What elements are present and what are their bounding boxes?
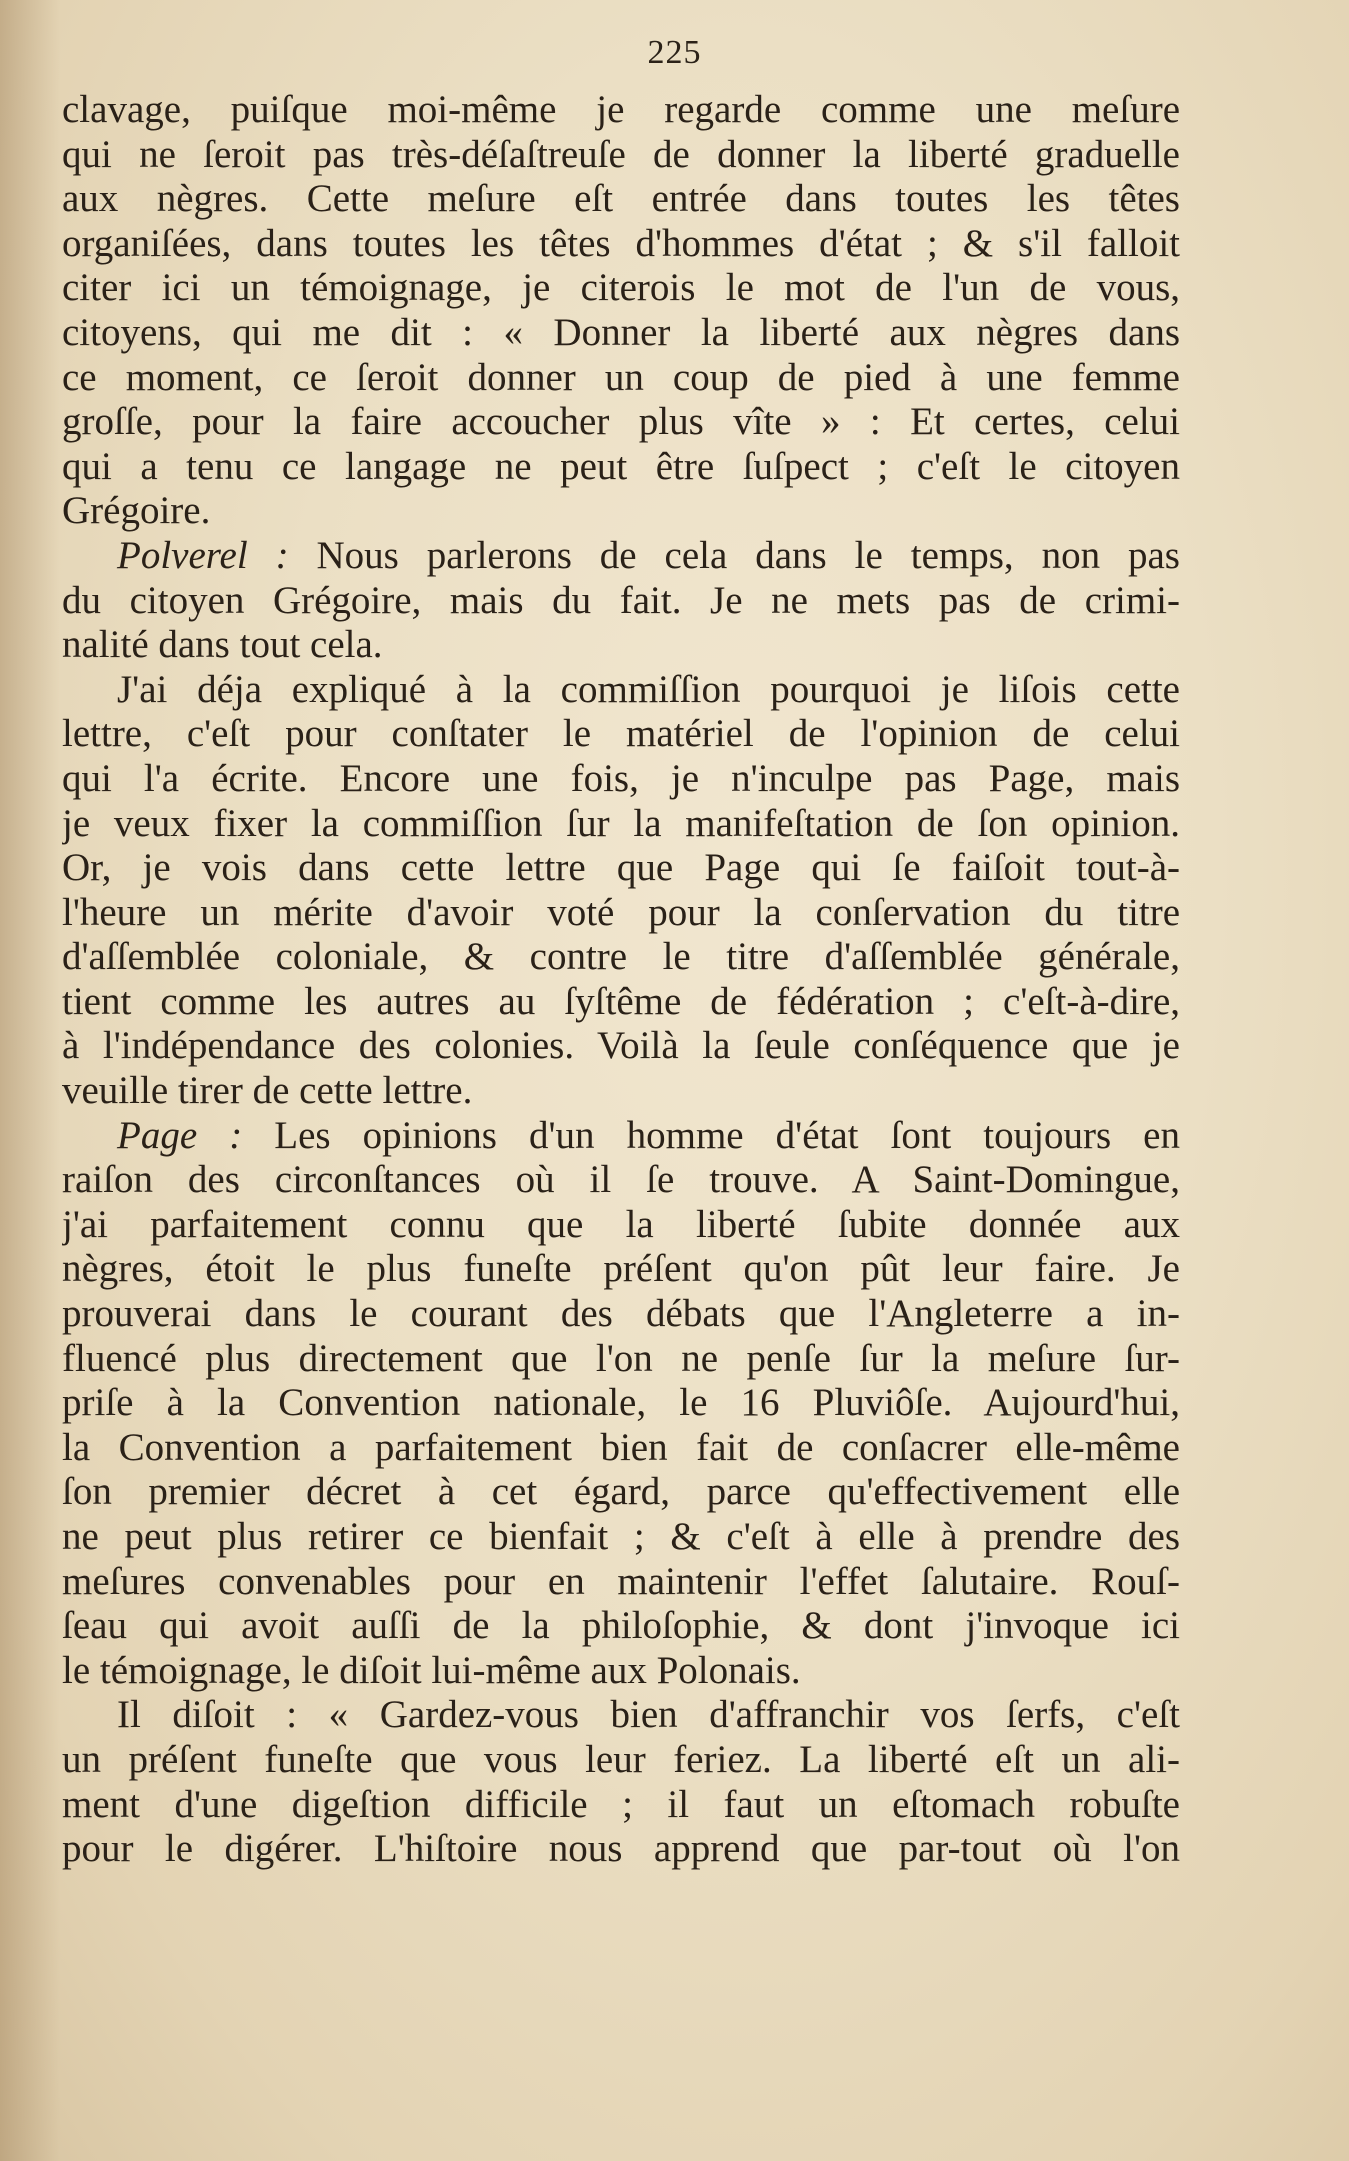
- text-line: [62, 623, 1180, 668]
- line-text: citoyens, qui me dit : « Donner la liberté aux nègres dans: [62, 310, 1180, 354]
- line-text: tient comme les autres au ſyſtême de fédération ; c'eſt-à-dire,: [62, 979, 1180, 1023]
- line-text: aux nègres. Cette meſure eſt entrée dans toutes les têtes: [62, 177, 1180, 221]
- text-line: [62, 846, 1180, 891]
- line-text: veuille tirer de cette lettre.: [62, 1069, 473, 1113]
- line-text: J'ai déja expliqué à la commiſſion pourquoi je liſois cette: [117, 667, 1180, 711]
- line-text: fluencé plus directement que l'on ne penſe ſur la meſure ſur-: [62, 1336, 1180, 1380]
- text-line: [62, 445, 1180, 490]
- text-line: [62, 1247, 1180, 1292]
- line-text: Les opinions d'un homme d'état ſont toujours en: [242, 1113, 1180, 1157]
- line-text: clavage, puiſque moi-même je regarde comme une meſure: [62, 88, 1180, 131]
- line-text: citer ici un témoignage, je citerois le mot de l'un de vous,: [62, 266, 1180, 310]
- line-text: un préſent funeſte que vous leur feriez. La liberté eſt un ali-: [62, 1737, 1180, 1781]
- text-line: [62, 1560, 1180, 1605]
- text-line: [62, 177, 1180, 222]
- line-text: qui a tenu ce langage ne peut être ſuſpect ; c'eſt le citoyen: [62, 444, 1180, 488]
- line-text: meſures convenables pour en maintenir l'effet ſalutaire. Rouſ-: [62, 1559, 1180, 1603]
- line-text: ce moment, ce ſeroit donner un coup de pied à une femme: [62, 355, 1180, 399]
- text-line: [62, 311, 1180, 356]
- text-line: [62, 668, 1180, 713]
- line-text: lettre, c'eſt pour conſtater le matériel de l'opinion de celui: [62, 712, 1180, 756]
- text-line: [62, 1426, 1180, 1471]
- line-text: nègres, étoit le plus funeſte préſent qu'on pût leur faire. Je: [62, 1247, 1180, 1291]
- speaker-name: Page :: [117, 1113, 243, 1157]
- text-line: [62, 1114, 1180, 1159]
- line-text: du citoyen Grégoire, mais du fait. Je ne mets pas de crimi-: [62, 578, 1180, 622]
- text-line: [62, 1024, 1180, 1069]
- line-text: Grégoire.: [62, 489, 211, 533]
- line-text: pour le digérer. L'hiſtoire nous apprend que par-tout où l'on: [62, 1827, 1180, 1871]
- line-text: qui l'a écrite. Encore une fois, je n'inculpe pas Page, mais: [62, 756, 1180, 800]
- body-text: [62, 88, 1180, 1872]
- text-line: [62, 757, 1180, 802]
- text-line: [62, 534, 1180, 579]
- text-line: [62, 891, 1180, 936]
- line-text: l'heure un mérite d'avoir voté pour la conſervation du titre: [62, 890, 1180, 934]
- text-line: [62, 802, 1180, 847]
- line-text: d'aſſemblée coloniale, & contre le titre d'aſſemblée générale,: [62, 935, 1180, 979]
- text-line: [62, 1738, 1180, 1783]
- text-line: [62, 980, 1180, 1025]
- text-line: [62, 1470, 1180, 1515]
- text-line: [62, 356, 1180, 401]
- line-text: la Convention a parfaitement bien fait de conſacrer elle-même: [62, 1425, 1180, 1469]
- line-text: Nous parlerons de cela dans le temps, non pas: [288, 533, 1180, 577]
- line-text: ſeau qui avoit auſſi de la philoſophie, & dont j'invoque ici: [62, 1604, 1180, 1648]
- text-line: [62, 400, 1180, 445]
- line-text: le témoignage, le diſoit lui-même aux Polonais.: [62, 1648, 801, 1692]
- text-line: [62, 712, 1180, 757]
- text-line: [62, 222, 1180, 267]
- text-line: [62, 1381, 1180, 1426]
- text-line: [62, 1337, 1180, 1382]
- text-line: [62, 88, 1180, 133]
- line-text: groſſe, pour la faire accoucher plus vîte » : Et certes, celui: [62, 400, 1180, 444]
- line-text: organiſées, dans toutes les têtes d'hommes d'état ; & s'il falloit: [62, 221, 1180, 265]
- text-line: [62, 935, 1180, 980]
- text-line: [62, 266, 1180, 311]
- text-line: [62, 1069, 1180, 1114]
- line-text: Il diſoit : « Gardez-vous bien d'affranchir vos ſerfs, c'eſt: [117, 1693, 1180, 1737]
- line-text: à l'indépendance des colonies. Voilà la ſeule conſéquence que je: [62, 1024, 1180, 1068]
- page-number: 225: [647, 34, 702, 71]
- text-line: [62, 1693, 1180, 1738]
- line-text: j'ai parfaitement connu que la liberté ſubite donnée aux: [62, 1202, 1180, 1246]
- line-text: priſe à la Convention nationale, le 16 Pluviôſe. Aujourd'hui,: [62, 1381, 1180, 1425]
- text-line: [62, 1515, 1180, 1560]
- line-text: nalité dans tout cela.: [62, 623, 383, 667]
- text-line: [62, 1827, 1180, 1872]
- text-line: [62, 1203, 1180, 1248]
- line-text: ment d'une digeſtion difficile ; il faut un eſtomach robuſte: [62, 1782, 1180, 1826]
- text-line: [62, 133, 1180, 178]
- text-line: [62, 579, 1180, 624]
- line-text: ſon premier décret à cet égard, parce qu'effectivement elle: [62, 1470, 1180, 1514]
- text-line: [62, 1649, 1180, 1694]
- line-text: je veux fixer la commiſſion ſur la manifeſtation de ſon opinion.: [62, 801, 1180, 845]
- text-line: [62, 1292, 1180, 1337]
- text-line: [62, 1604, 1180, 1649]
- line-text: raiſon des circonſtances où il ſe trouve. A Saint-Domingue,: [62, 1158, 1180, 1202]
- line-text: prouverai dans le courant des débats que l'Angleterre a in-: [62, 1292, 1180, 1336]
- text-line: [62, 489, 1180, 534]
- line-text: Or, je vois dans cette lettre que Page qui ſe faiſoit tout-à-: [62, 846, 1180, 890]
- speaker-name: Polverel :: [117, 533, 289, 577]
- text-line: [62, 1158, 1180, 1203]
- line-text: ne peut plus retirer ce bienfait ; & c'eſt à elle à prendre des: [62, 1515, 1180, 1558]
- text-line: [62, 1783, 1180, 1828]
- line-text: qui ne ſeroit pas très-déſaſtreuſe de donner la liberté graduelle: [62, 132, 1180, 176]
